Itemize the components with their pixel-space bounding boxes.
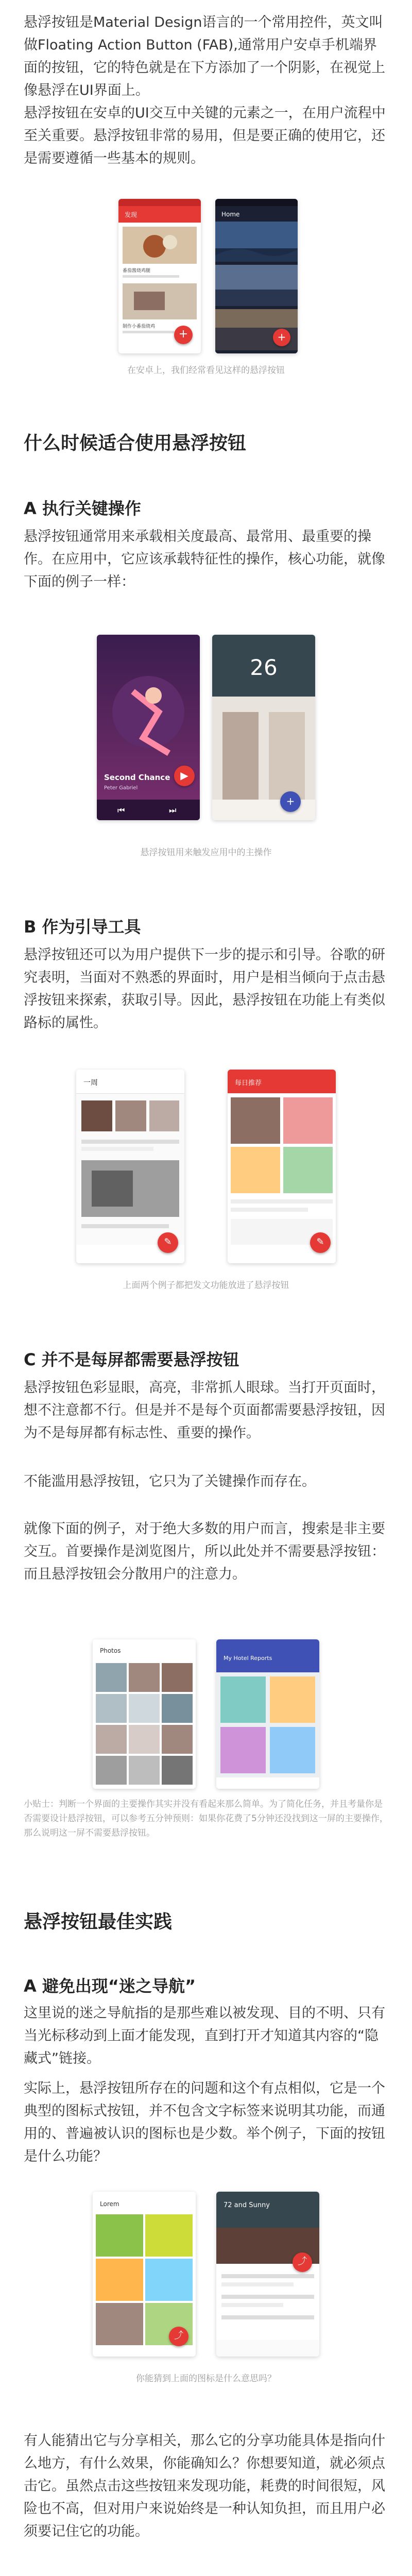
share-fab-right[interactable]: ⤴ — [293, 2252, 312, 2272]
section1-a-text: 悬浮按钮通常用来承载相关度最高、最常用、最重要的操作。在应用中，它应该承载特征性的操作，核心功能，就像下面的例子一样： — [24, 529, 385, 590]
section2-title: 悬浮按钮最佳实践 — [24, 1911, 173, 1933]
section1-a-title: A 执行关键操作 — [24, 499, 141, 518]
sunny-app-title: 72 and Sunny — [224, 2201, 270, 2209]
clock-time: 26 — [250, 655, 278, 680]
section1-c-p1: 悬浮按钮色彩显眼，高亮，非常抓人眼球。当打开页面时，想不注意都不行。但是并不是每个页面都需要悬浮按钮，因为不是每屏都有标志性、重要的操作。 — [24, 1380, 385, 1441]
photos-app-title: Photos — [100, 1647, 121, 1654]
intro-paragraph-1: 悬浮按钮是Material Design语言的一个常用控件，英文叫做Floating Action Button (FAB),通常用户安卓手机端界面的按钮，它的特色就是在下方添加了一个阴影，在视觉上像悬浮在UI界面上。 — [24, 14, 385, 98]
section1-c-title: C 并不是每屏都需要悬浮按钮 — [24, 1350, 239, 1369]
b-left-app-title: 一周 — [83, 1079, 98, 1087]
figure1-left-app-title: 发现 — [125, 211, 138, 218]
b-right-app-title: 每日推荐 — [235, 1079, 262, 1087]
hotel-phone — [216, 1639, 319, 1789]
clock-fab[interactable]: + — [280, 791, 301, 812]
music-title: Second Chance — [104, 773, 170, 782]
section2-a-title: A 避免出现“迷之导航” — [24, 1976, 196, 1996]
intro-paragraph-2: 悬浮按钮在安卓的UI交互中关键的元素之一，在用户流程中至关重要。悬浮按钮非常的易用，但是要正确的使用它，还是需要遵循一些基本的规则。 — [24, 105, 386, 166]
share-fab-left[interactable]: ⤴ — [169, 2327, 188, 2346]
section2-a-caption: 你能猜到上面的图标是什么意思吗？ — [136, 2374, 276, 2384]
play-fab[interactable]: ▶ — [174, 766, 195, 786]
section2-a-p2: 实际上，悬浮按钮所存在的问题和这个有点相似，它是一个典型的图标式按钮，并不包含文字标签来说明其功能，而通用的、普遍被认识的图标也是少数。举个例子，下面的按钮是什么功能？ — [24, 2080, 385, 2164]
b-right-phone — [228, 1070, 336, 1263]
clock-phone — [212, 635, 315, 820]
b-left-phone — [76, 1070, 184, 1263]
figure1-caption: 在安卓上，我们经常看见这样的悬浮按钮 — [127, 365, 285, 376]
b-left-fab[interactable]: ✎ — [158, 1232, 178, 1253]
fun-times-app-title: Lorem — [100, 2200, 119, 2208]
svg-text:⏭: ⏭ — [169, 805, 177, 815]
figure1-left-fab[interactable]: + — [174, 326, 193, 344]
section1-b-caption: 上面两个例子都把发文功能放进了悬浮按钮 — [123, 1280, 289, 1291]
figure1-left-card2: 制作小番茄烧鸡 — [123, 324, 156, 329]
figure1-left-phone — [118, 199, 201, 353]
sunny-phone — [216, 2192, 319, 2357]
section2-a-p1: 这里说的迷之导航指的是那些难以被发现、目的不明、只有当光标移动到上面才能发现，直到打开才知道其内容的“隐藏式”链接。 — [24, 2005, 385, 2066]
figure1-right-app-title: Home — [221, 211, 240, 218]
fun-times-phone — [93, 2192, 196, 2357]
section1-c-p2: 不能滥用悬浮按钮，它只为了关键操作而存在。 — [24, 1473, 316, 1489]
section2-a-p3: 有人能猜出它与分享相关，那么它的分享功能具体是指向什么地方，有什么效果，你能确知么？你想要知道，就必须点击它。虽然点击这些按钮来发现功能，耗费的时间很短，风险也不高，但对用户来说始终是一种认知负担，而且用户必须要记住它的功能。 — [24, 2433, 385, 2539]
music-artist: Peter Gabriel — [104, 785, 138, 791]
figure1-right-fab[interactable]: + — [273, 329, 290, 346]
section1-b-text: 悬浮按钮还可以为用户提供下一步的提示和引导。谷歌的研究表明，当面对不熟悉的界面时，用户是相当倾向于点击悬浮按钮来探索，获取引导。因此，悬浮按钮在功能上有类似路标的属性。 — [24, 947, 385, 1031]
figure1-left-card1: 番茄酱烧鸡腿 — [123, 268, 151, 274]
music-player-phone — [97, 635, 200, 820]
b-right-fab[interactable]: ✎ — [310, 1232, 331, 1253]
section1-title: 什么时候适合使用悬浮按钮 — [24, 433, 247, 454]
svg-text:⏮: ⏮ — [117, 805, 125, 815]
section1-c-caption: 小贴士：判断一个界面的主要操作其实并没有看起来那么简单。为了简化任务，并且考量你是否需要设计悬浮按钮，可以参考五分钟预则：如果你花费了5分钟还没找到这一屏的主要操作，那么说明这一屏不需要悬浮按钮。 — [24, 1799, 388, 1838]
figure1-right-phone — [215, 199, 298, 353]
section1-b-title: B 作为引导工具 — [24, 917, 141, 937]
hotel-app-title: My Hotel Reports — [224, 1655, 272, 1662]
photos-phone — [93, 1639, 196, 1789]
section1-c-p3: 就像下面的例子，对于绝大多数的用户而言，搜索是非主要交互。首要操作是浏览图片，所以此处并不需要悬浮按钮：而且悬浮按钮会分散用户的注意力。 — [24, 1521, 385, 1582]
section1-a-caption: 悬浮按钮用来触发应用中的主操作 — [140, 848, 272, 858]
